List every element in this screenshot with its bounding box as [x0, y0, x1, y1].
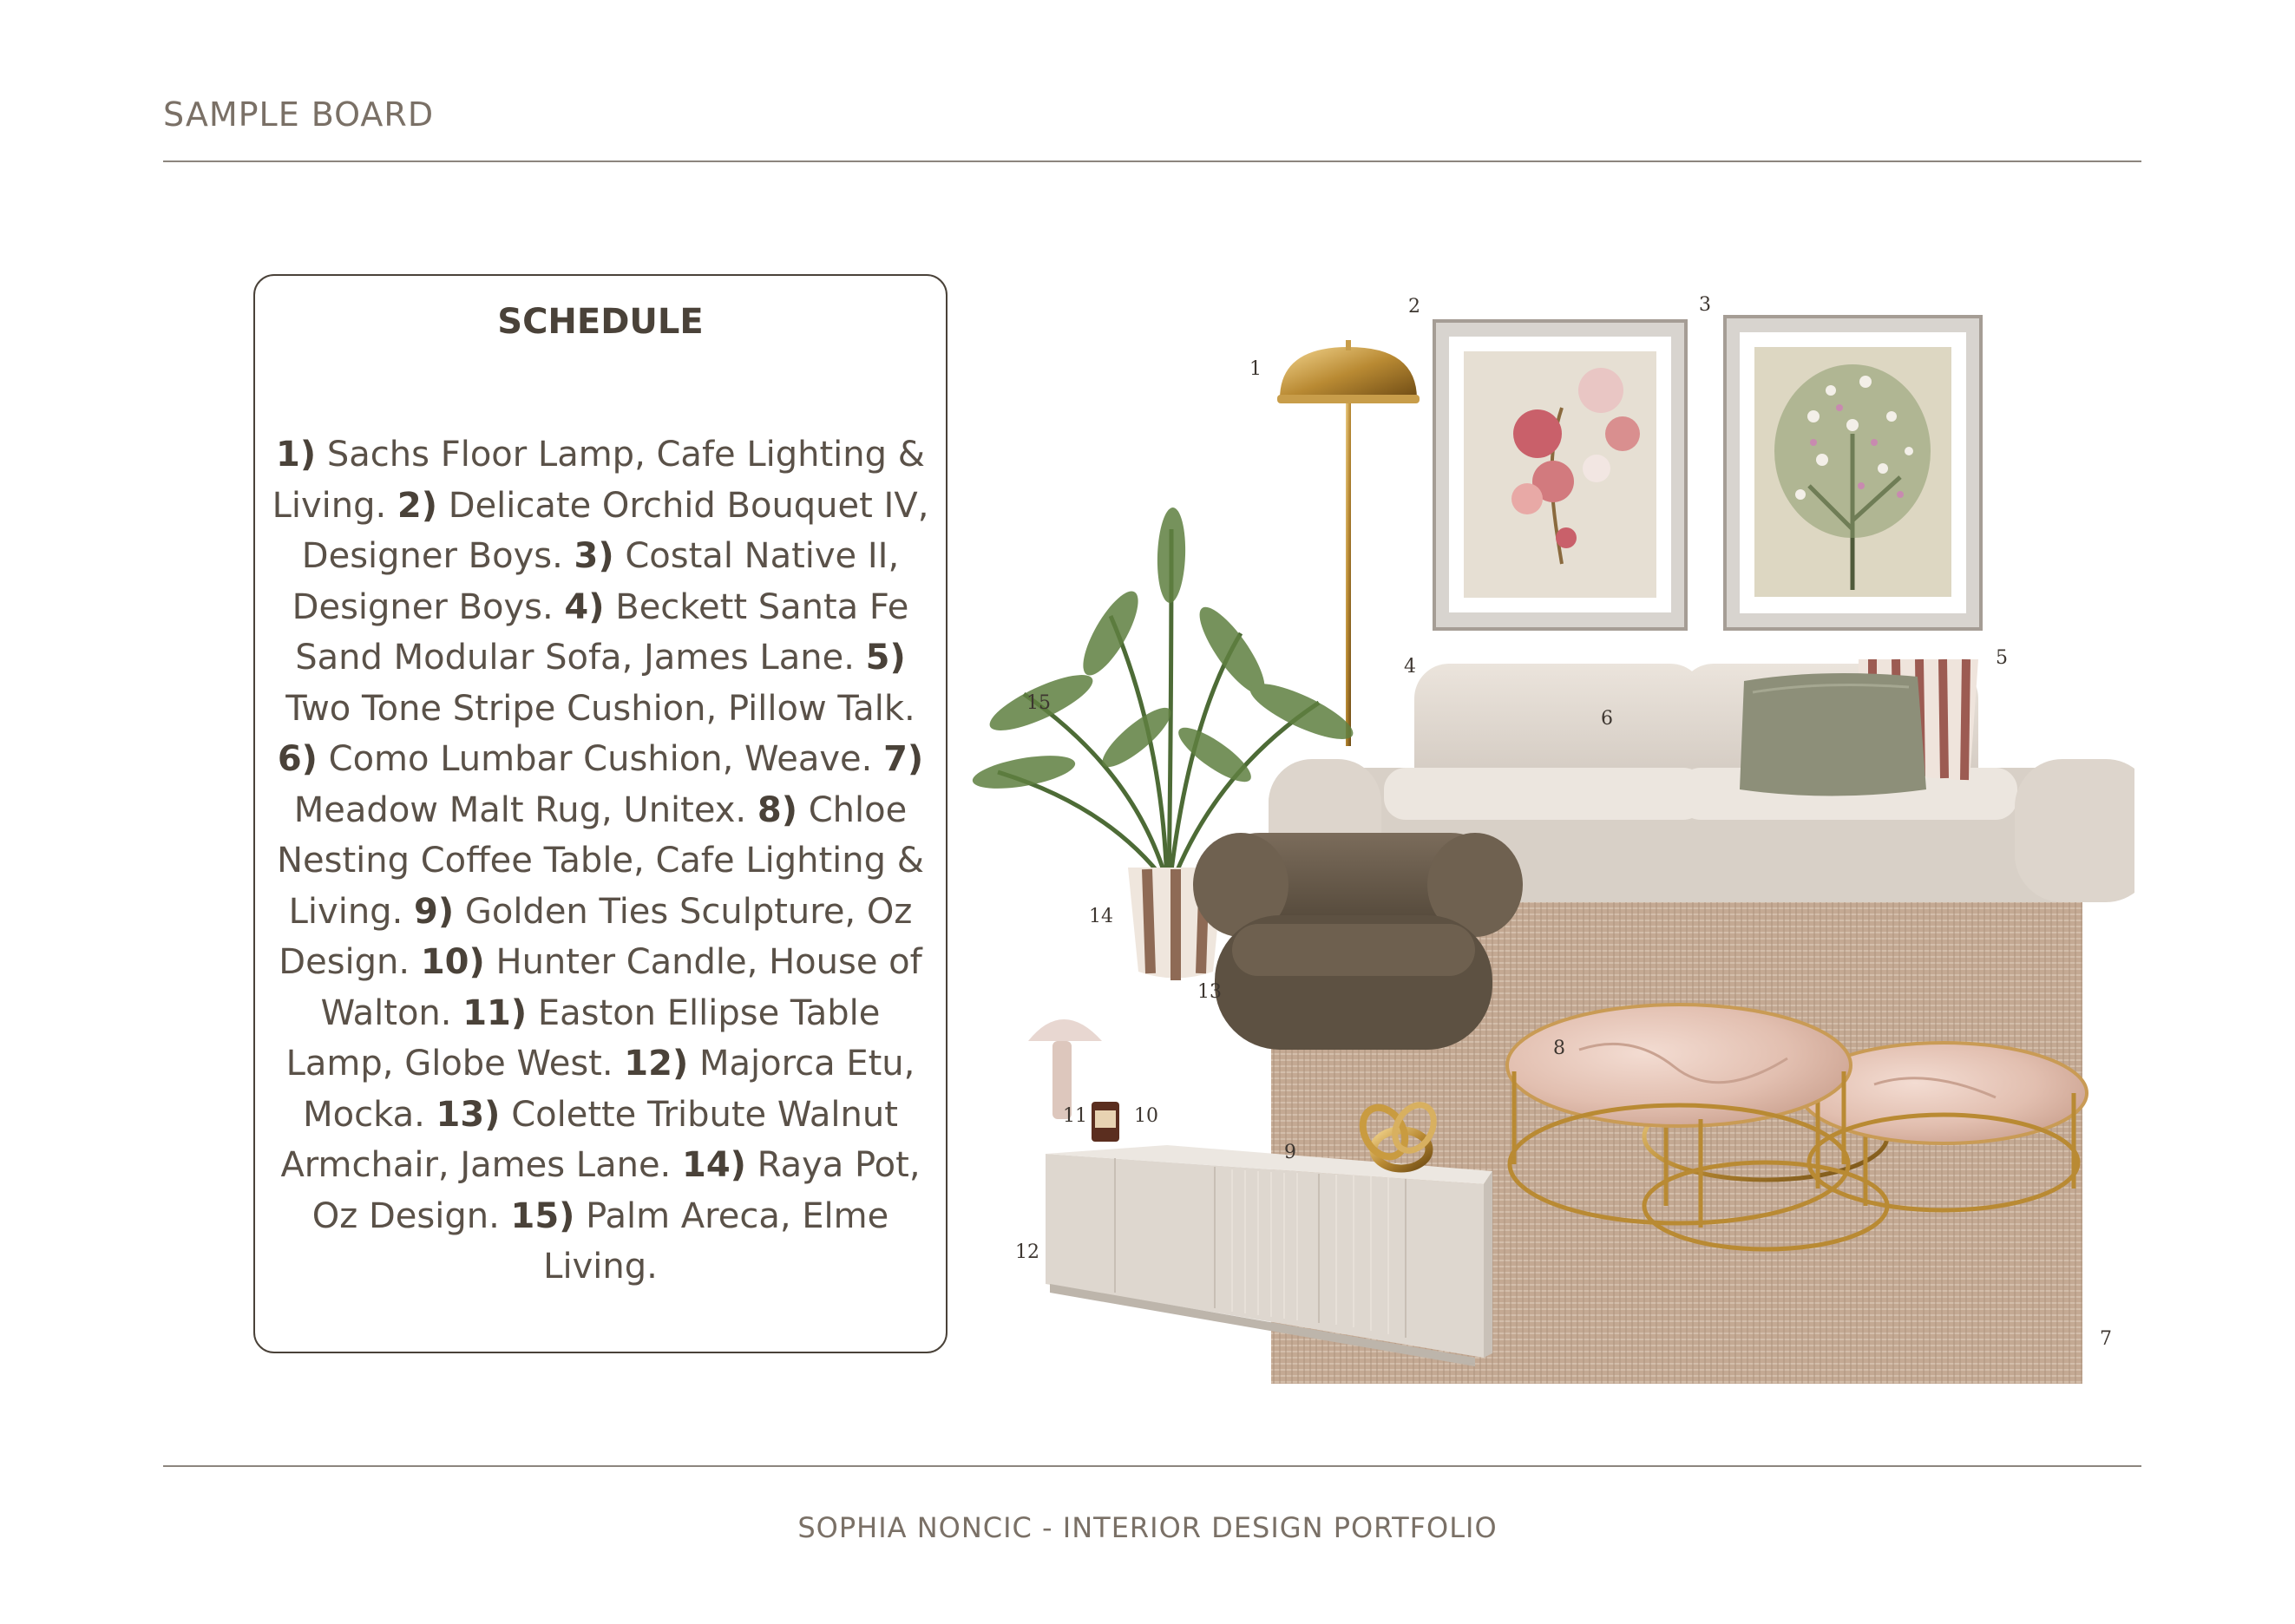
schedule-item-text: Delicate Orchid Bouquet IV, Designer Boys. — [301, 485, 929, 576]
schedule-item-text: Beckett Santa Fe Sand Modular Sofa, James Lane. — [295, 586, 909, 678]
item-number-label: 12 — [1015, 1241, 1039, 1263]
schedule-item-text: Sachs Floor Lamp, Cafe Lighting & Living. — [272, 435, 925, 526]
item-number-label: 8 — [1553, 1038, 1565, 1059]
footer-text: SOPHIA NONCIC - INTERIOR DESIGN PORTFOLIO — [797, 1511, 1498, 1544]
schedule-panel — [253, 274, 948, 1353]
schedule-item-number: 15) — [510, 1195, 575, 1236]
item-number-label: 10 — [1134, 1105, 1158, 1127]
schedule-list — [271, 429, 930, 1293]
schedule-item-number: 10) — [420, 942, 485, 982]
schedule-item-number: 12) — [624, 1044, 689, 1084]
schedule-item-text: Majorca Etu, Mocka. — [303, 1044, 915, 1135]
schedule-item-number: 8) — [757, 789, 797, 830]
page-title: SAMPLE BOARD — [163, 95, 435, 134]
mood-board-illustration — [954, 286, 2134, 1405]
floor-lamp — [1277, 340, 1420, 746]
schedule-item-number: 7) — [883, 739, 924, 779]
walnut-armchair — [1193, 833, 1523, 1050]
schedule-item-text: Meadow Malt Rug, Unitex. — [293, 789, 747, 830]
schedule-item-number: 9) — [414, 891, 455, 932]
schedule-item-text: Easton Ellipse Table Lamp, Globe West. — [285, 992, 881, 1084]
mood-board — [954, 286, 2134, 1405]
ellipse-table-lamp — [1028, 1019, 1102, 1119]
native-flower-artwork — [1725, 317, 1981, 629]
lumbar-cushion — [1740, 673, 1926, 796]
item-number-label: 11 — [1063, 1105, 1087, 1127]
schedule-item-text: Golden Ties Sculpture, Oz Design. — [279, 891, 913, 982]
schedule-item-text: Como Lumbar Cushion, Weave. — [328, 739, 873, 779]
schedule-item-text: Two Tone Stripe Cushion, Pillow Talk. — [285, 688, 915, 729]
schedule-item-number: 3) — [574, 536, 614, 576]
schedule-item-number: 14) — [681, 1145, 746, 1185]
schedule-item-number: 5) — [865, 638, 906, 678]
orchid-artwork — [1434, 321, 1686, 629]
schedule-title: SCHEDULE — [497, 302, 704, 342]
item-number-label: 1 — [1249, 358, 1262, 380]
item-number-label: 4 — [1404, 656, 1416, 678]
header-divider — [163, 160, 2141, 162]
item-number-label: 5 — [1996, 647, 2008, 669]
item-number-label: 3 — [1699, 294, 1711, 316]
item-number-label: 15 — [1026, 692, 1051, 714]
schedule-item-text: Hunter Candle, House of Walton. — [320, 942, 922, 1033]
item-number-label: 14 — [1089, 906, 1113, 927]
schedule-item-number: 1) — [276, 435, 317, 475]
schedule-item-text: Chloe Nesting Coffee Table, Cafe Lighting & Living. — [277, 789, 924, 932]
schedule-item-text: Palm Areca, Elme Living. — [543, 1195, 889, 1287]
item-number-label: 7 — [2100, 1328, 2112, 1350]
schedule-item-number: 13) — [436, 1094, 501, 1135]
schedule-item-text: Raya Pot, Oz Design. — [311, 1145, 921, 1236]
hunter-candle — [1092, 1102, 1119, 1142]
majorca-sideboard — [1046, 1145, 1492, 1366]
item-number-label: 13 — [1197, 981, 1222, 1003]
schedule-item-text: Costal Native II, Designer Boys. — [292, 536, 900, 627]
item-number-label: 2 — [1408, 296, 1420, 318]
schedule-item-number: 4) — [564, 586, 605, 627]
footer-divider — [163, 1465, 2141, 1467]
item-number-label: 9 — [1284, 1142, 1296, 1163]
schedule-item-text: Colette Tribute Walnut Armchair, James Lane. — [280, 1094, 898, 1185]
item-number-label: 6 — [1601, 708, 1613, 730]
schedule-item-number: 2) — [397, 485, 438, 526]
schedule-item-number: 6) — [277, 739, 318, 779]
schedule-item-number: 11) — [462, 992, 528, 1033]
